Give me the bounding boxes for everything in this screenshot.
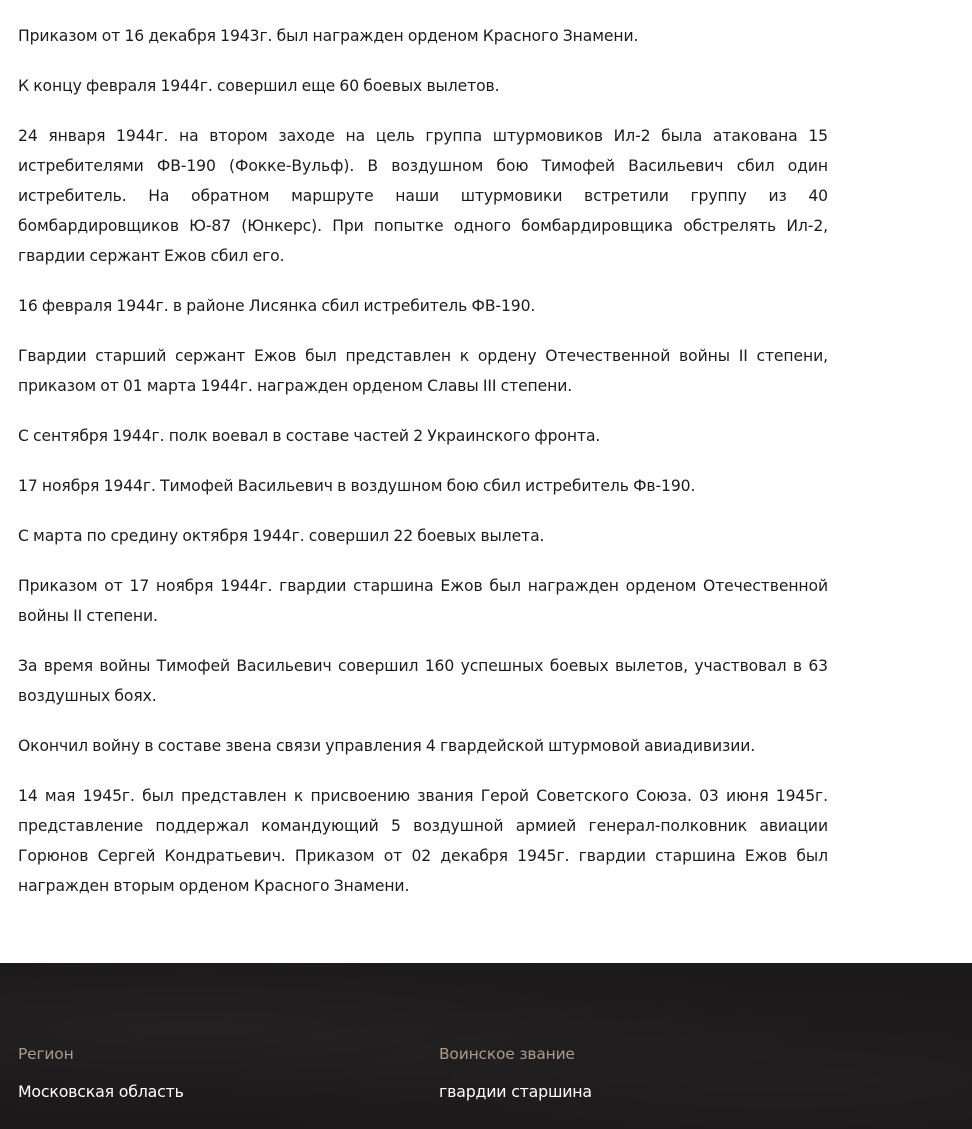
footer (0, 963, 972, 1129)
paragraph-lisyanka-feb-1944: 16 февраля 1944г. в районе Лисянка сбил истребитель ФВ-190. (18, 297, 536, 315)
paragraph-order-patriotic-war: Приказом от 17 ноября 1944г. гвардии старшина Ежов был награжден орденом Отечественной войны II степени. (18, 577, 828, 625)
rank-label: Воинское звание (439, 1045, 575, 1063)
paragraph-order-red-banner-1943: Приказом от 16 декабря 1943г. был награжден орденом Красного Знамени. (18, 27, 639, 45)
footer-rank (439, 1043, 592, 1103)
paragraph-nov-1944-kill: 17 ноября 1944г. Тимофей Васильевич в воздушном бою сбил истребитель Фв-190. (18, 477, 696, 495)
paragraph-air-battle-jan-1944: 24 января 1944г. на втором заходе на цель группа штурмовиков Ил-2 была атакована 15 истребителями ФВ-190 (Фокке-Вульф). В воздушном бою Тимофей Васильевич сбил один истребитель. На обратном маршруте наши штурмовики встретили группу из 40 бомбардировщиков Ю-87 (Юнкерс). При попытке одного бомбардировщика обстрелять Ил-2, гвардии сержант Ежов сбил его. (18, 127, 828, 265)
paragraph-hero-nomination-1945: 14 мая 1945г. был представлен к присвоению звания Герой Советского Союза. 03 июня 1945г. представление поддержал командующий 5 воздушной армией генерал-полковник авиации Горюнов Сергей Кондратьевич. Приказом от 02 декабря 1945г. гвардии старшина Ежов был награжден вторым орденом Красного Знамени. (18, 787, 828, 895)
footer-region (18, 1043, 184, 1103)
paragraph-2nd-ukrainian-front: С сентября 1944г. полк воевал в составе частей 2 Украинского фронта. (18, 427, 601, 445)
rank-value: гвардии старшина (439, 1082, 592, 1101)
paragraph-order-glory-1944: Гвардии старший сержант Ежов был представлен к ордену Отечественной войны II степени, приказом от 01 марта 1944г. награжден орденом Славы III степени. (18, 347, 828, 395)
region-value: Московская область (18, 1082, 184, 1101)
paragraph-war-end: Окончил войну в составе звена связи управления 4 гвардейской штурмовой авиадивизии. (18, 737, 756, 755)
paragraph-sorties-feb-1944: К концу февраля 1944г. совершил еще 60 боевых вылетов. (18, 77, 500, 95)
region-label: Регион (18, 1045, 74, 1063)
article-body (18, 21, 828, 921)
paragraph-war-summary: За время войны Тимофей Васильевич совершил 160 успешных боевых вылетов, участвовал в 63 воздушных боях. (18, 657, 828, 705)
paragraph-sorties-oct-1944: С марта по средину октября 1944г. совершил 22 боевых вылета. (18, 527, 545, 545)
